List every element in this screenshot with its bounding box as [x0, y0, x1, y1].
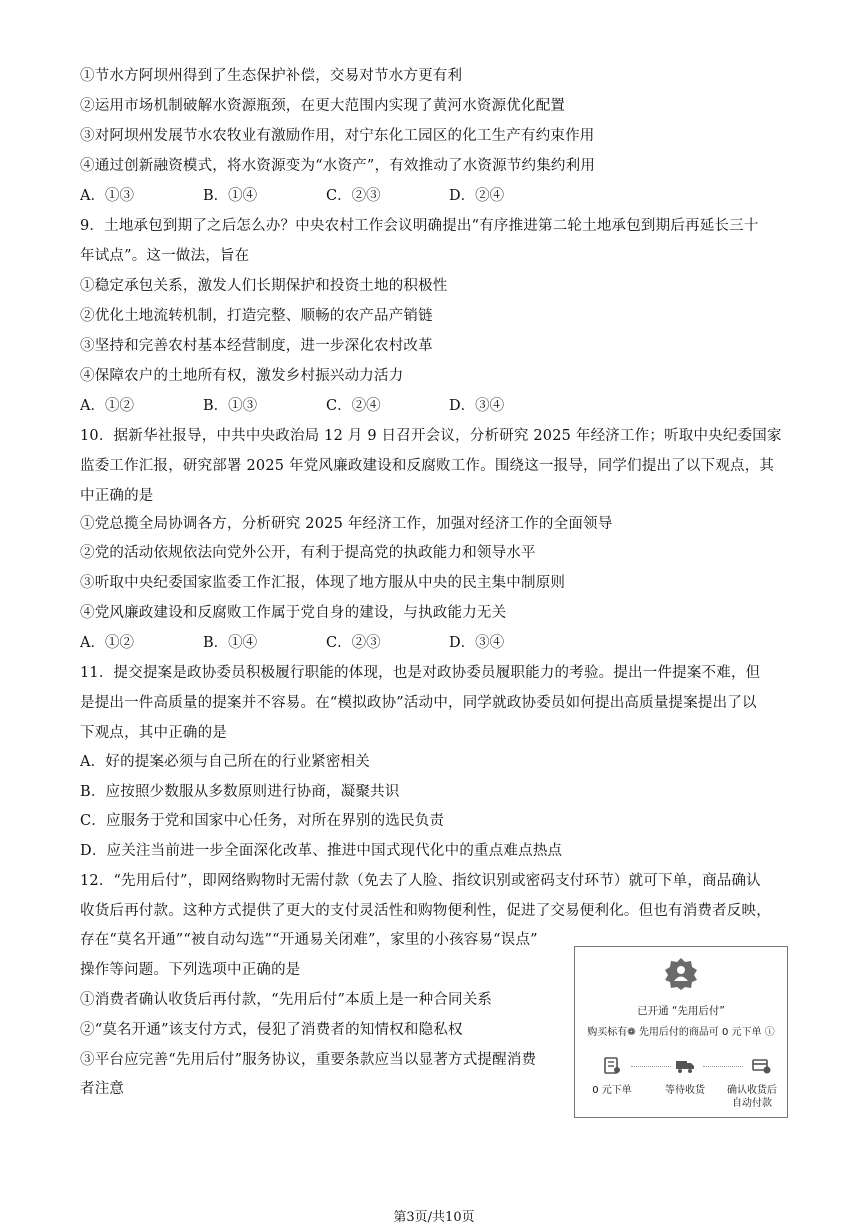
q8-option-b[interactable]: B．①④ [203, 188, 258, 204]
q10-option-d[interactable]: D．③④ [449, 635, 505, 651]
q9-option-a[interactable]: A．①② [80, 398, 134, 414]
q10-option-b[interactable]: B．①④ [203, 635, 258, 651]
q11-stem-3: 下观点，其中正确的是 [80, 725, 227, 741]
q8-option-c[interactable]: C．②③ [326, 188, 381, 204]
q11-option-c[interactable]: C．应服务于党和国家中心任务，对所在界别的选民负责 [80, 813, 445, 829]
q10-stem-3: 中正确的是 [80, 488, 154, 504]
q12-item-1: ①消费者确认收货后再付款，“先用后付”本质上是一种合同关系 [80, 992, 493, 1008]
q9-stem-2: 年试点”。这一做法，旨在 [80, 248, 250, 264]
q9-option-b[interactable]: B．①③ [203, 398, 258, 414]
q11-option-a[interactable]: A．好的提案必须与自己所在的行业紧密相关 [80, 754, 370, 770]
q11-option-b[interactable]: B．应按照少数服从多数原则进行协商，凝聚共识 [80, 784, 400, 800]
step-connector-2 [703, 1066, 743, 1067]
truck-icon [675, 1057, 695, 1075]
q9-item-1: ①稳定承包关系，激发人们长期保护和投资土地的积极性 [80, 278, 448, 294]
q12-item-2: ②“莫名开通”该支付方式，侵犯了消费者的知情权和隐私权 [80, 1022, 463, 1038]
figure-subtitle: 购买标有❁ 先用后付的商品可 0 元下单 ⓘ [587, 1027, 775, 1038]
q10-item-1: ①党总揽全局协调各方，分析研究 2025 年经济工作，加强对经济工作的全面领导 [80, 516, 613, 532]
q10-item-4: ④党风廉政建设和反腐败工作属于党自身的建设，与执政能力无关 [80, 605, 507, 621]
pay-later-figure [574, 946, 788, 1118]
q9-option-c[interactable]: C．②④ [326, 398, 381, 414]
q8-option-a[interactable]: A．①③ [80, 188, 134, 204]
q10-option-a[interactable]: A．①② [80, 635, 134, 651]
page-footer: 第3页/共10页 [393, 1210, 475, 1225]
q8-item-1: ①节水方阿坝州得到了生态保护补偿，交易对节水方更有利 [80, 68, 463, 84]
step-label-order: 0 元下单 [592, 1085, 632, 1096]
q12-stem-1: 12．“先用后付”，即网络购物时无需付款（免去了人脸、指纹识别或密码支付环节）就可下单，商品确认 [80, 873, 761, 889]
q9-item-3: ③坚持和完善农村基本经营制度，进一步深化农村改革 [80, 338, 433, 354]
order-icon [602, 1057, 622, 1075]
step-label-await: 等待收货 [665, 1085, 705, 1096]
figure-title: 已开通 “先用后付” [637, 1005, 725, 1017]
q12-stem-4: 操作等问题。下列选项中正确的是 [80, 962, 301, 978]
q10-options [80, 633, 572, 653]
q10-stem-1: 10．据新华社报导，中共中央政治局 12 月 9 日召开会议，分析研究 2025 年经济工作；听取中央纪委国家 [80, 428, 782, 444]
q8-options [80, 186, 572, 206]
q9-option-d[interactable]: D．③④ [449, 398, 505, 414]
q10-stem-2: 监委工作汇报，研究部署 2025 年党风廉政建设和反腐败工作。围绕这一报导，同学们提出了以下观点，其 [80, 458, 775, 474]
q11-option-d[interactable]: D．应关注当前进一步全面深化改革、推进中国式现代化中的重点难点热点 [80, 843, 563, 859]
q9-options [80, 396, 572, 416]
q8-item-3: ③对阿坝州发展节水农牧业有激励作用，对宁东化工园区的化工生产有约束作用 [80, 128, 595, 144]
q9-stem-1: 9．土地承包到期了之后怎么办？中央农村工作会议明确提出“有序推进第二轮土地承包到期后再延长三十 [80, 218, 759, 234]
q9-item-2: ②优化土地流转机制，打造完整、顺畅的农产品产销链 [80, 308, 433, 324]
step-label-autopay: 确认收货后 自动付款 [727, 1085, 777, 1109]
q12-stem-2: 收货后再付款。这种方式提供了更大的支付灵活性和购物便利性，促进了交易便利化。但也有消费者反映， [80, 903, 771, 919]
q8-item-4: ④通过创新融资模式，将水资源变为“水资产”，有效推动了水资源节约集约利用 [80, 158, 596, 174]
q8-item-2: ②运用市场机制破解水资源瓶颈，在更大范围内实现了黄河水资源优化配置 [80, 98, 566, 114]
q12-item-3-cont: 者注意 [80, 1081, 125, 1097]
payment-icon [752, 1057, 772, 1075]
q11-stem-2: 是提出一件高质量的提案并不容易。在“模拟政协”活动中，同学就政协委员如何提出高质量提案提出了以 [80, 695, 757, 711]
q9-item-4: ④保障农户的土地所有权，激发乡村振兴动力活力 [80, 368, 404, 384]
step-connector-1 [631, 1066, 671, 1067]
q10-option-c[interactable]: C．②③ [326, 635, 381, 651]
q11-stem-1: 11．提交提案是政协委员积极履行职能的体现，也是对政协委员履职能力的考验。提出一件提案不难，但 [80, 665, 761, 681]
q12-item-3: ③平台应完善“先用后付”服务协议，重要条款应当以显著方式提醒消费 [80, 1052, 537, 1068]
q8-option-d[interactable]: D．②④ [449, 188, 505, 204]
q10-item-2: ②党的活动依规依法向党外公开，有利于提高党的执政能力和领导水平 [80, 545, 536, 561]
q12-stem-3: 存在“莫名开通”“被自动勾选”“开通易关闭难”，家里的小孩容易“误点” [80, 932, 538, 948]
verified-badge-icon [664, 957, 698, 991]
q10-item-3: ③听取中央纪委国家监委工作汇报，体现了地方服从中央的民主集中制原则 [80, 575, 566, 591]
